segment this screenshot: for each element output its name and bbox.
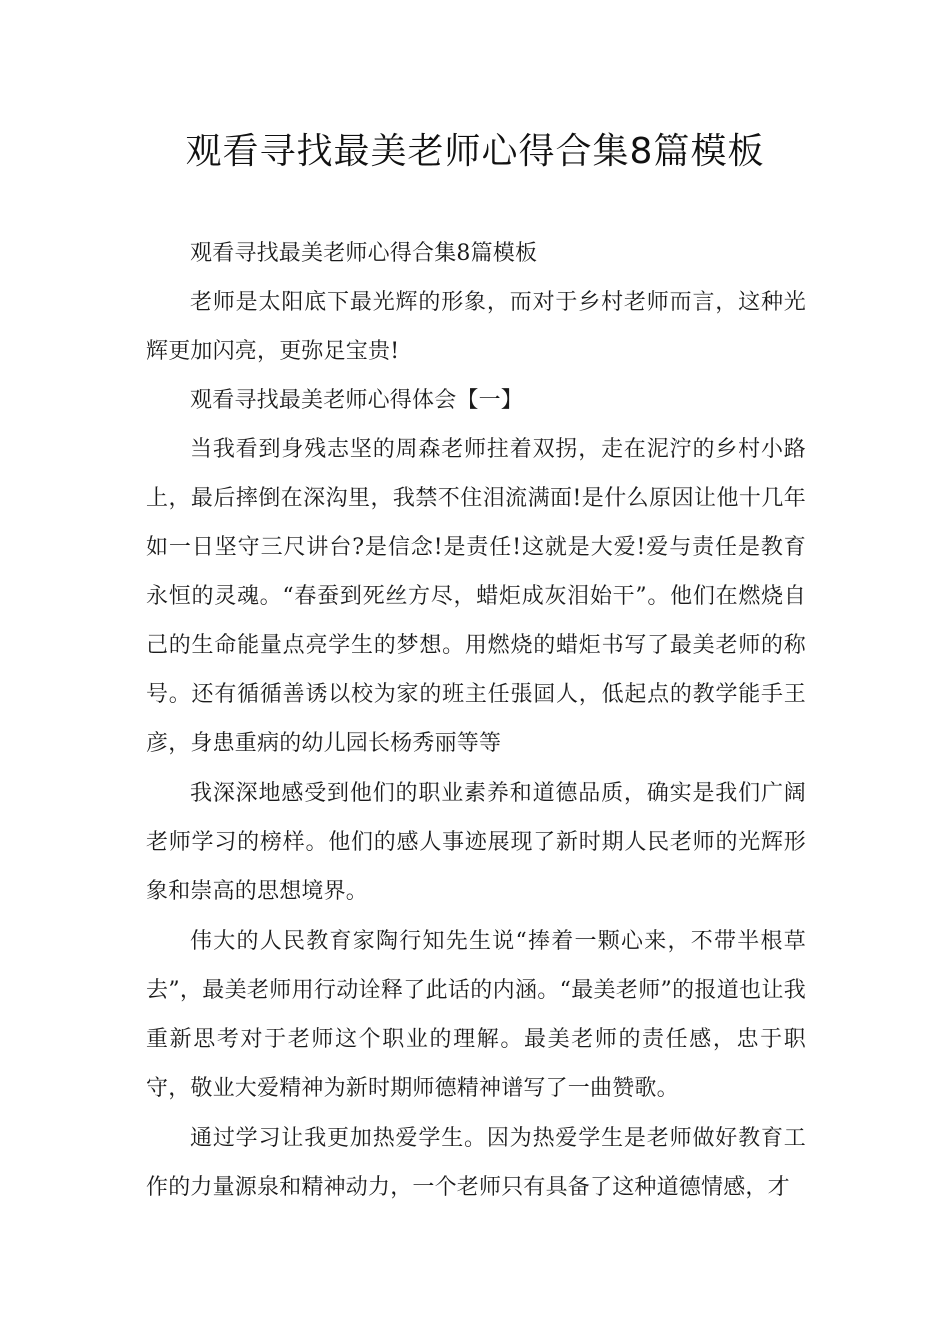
intro-paragraph: 老师是太阳底下最光辉的形象，而对于乡村老师而言，这种光辉更加闪亮，更弥足宝贵! — [146, 290, 806, 364]
body-paragraph: 伟大的人民教育家陶行知先生说“捧着一颗心来，不带半根草去”，最美老师用行动诠释了此话的内涵。“最美老师”的报道也让我重新思考对于老师这个职业的理解。最美老师的责任感，忠于职守，敬业大爱精神为新时期师德精神谱写了一曲赞歌。 — [146, 929, 806, 1101]
document-title: 观看寻找最美老师心得合集8篇模板 — [185, 131, 765, 172]
body-paragraph: 当我看到身残志坚的周森老师拄着双拐，走在泥泞的乡村小路上，最后摔倒在深沟里，我禁不住泪流满面!是什么原因让他十几年如一日坚守三尺讲台?是信念!是责任!这就是大爱!爱与责任是教育永恒的灵魂。“春蚕到死丝方尽，蜡炬成灰泪始干”。他们在燃烧自己的生命能量点亮学生的梦想。用燃烧的蜡炬书写了最美老师的称号。还有循循善诱以校为家的班主任張囸人，低起点的教学能手王彦，身患重病的幼儿园长杨秀丽等等 — [146, 437, 806, 756]
body-paragraph: 通过学习让我更加热爱学生。因为热爱学生是老师做好教育工作的力量源泉和精神动力，一个老师只有具备了这种道德情感，才 — [146, 1126, 806, 1200]
document-body — [146, 229, 806, 1212]
body-paragraph: 我深深地感受到他们的职业素养和道德品质，确实是我们广阔老师学习的榜样。他们的感人事迹展现了新时期人民老师的光辉形象和崇高的思想境界。 — [146, 781, 806, 904]
section-heading: 观看寻找最美老师心得体会【一】 — [190, 388, 524, 413]
subtitle-paragraph: 观看寻找最美老师心得合集8篇模板 — [190, 241, 538, 266]
